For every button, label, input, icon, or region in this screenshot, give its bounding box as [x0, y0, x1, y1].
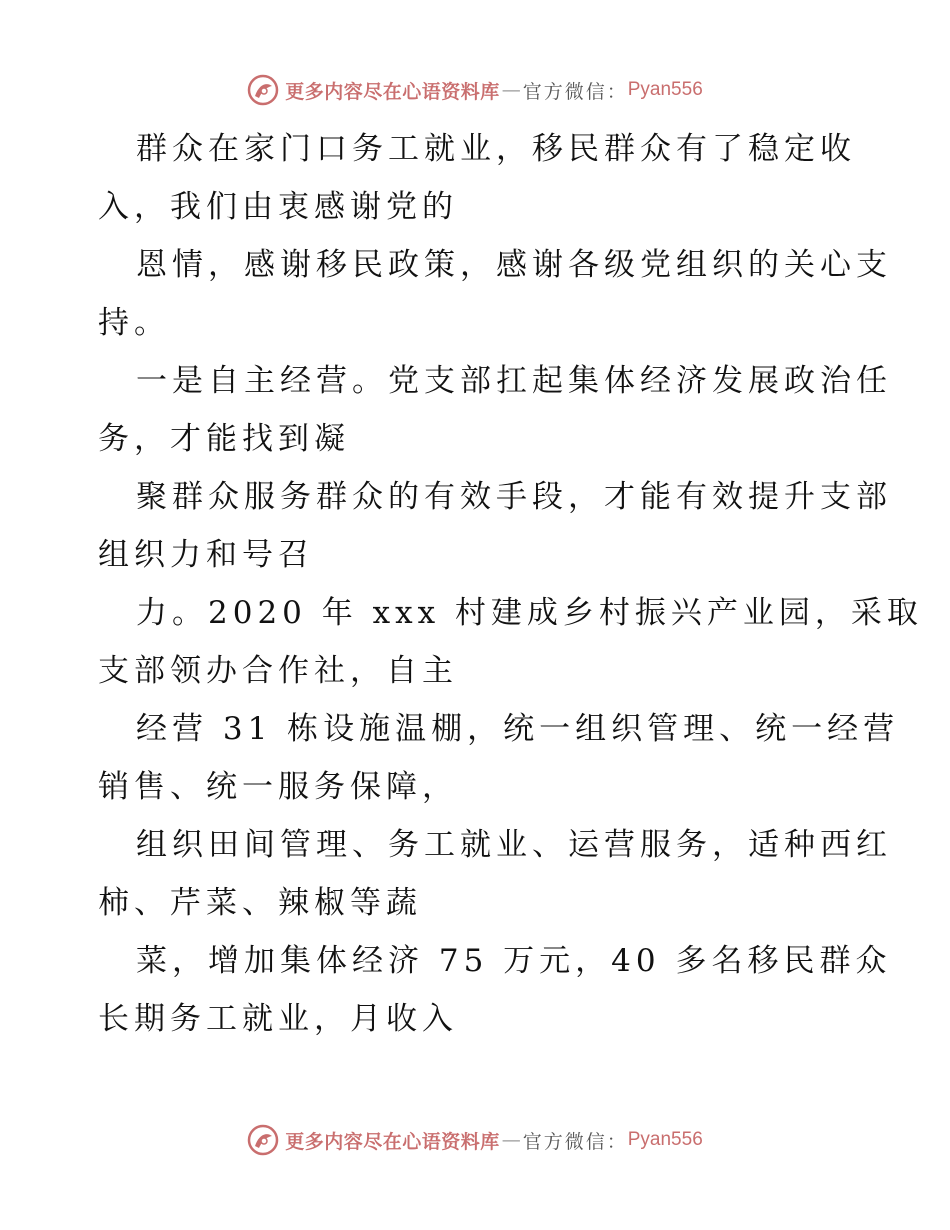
watermark-text: 更多内容尽在心语资料库	[285, 80, 500, 103]
body-line: 销售、统一服务保障，	[98, 769, 458, 805]
body-line: 持。	[98, 305, 170, 341]
body-line: 长期务工就业，月收入	[98, 1001, 458, 1037]
footer-watermark	[0, 1120, 950, 1160]
header-watermark	[0, 70, 950, 110]
body-line: 经营 31 栋设施温棚，统一组织管理、统一经营	[136, 711, 900, 747]
body-line: 一是自主经营。党支部扛起集体经济发展政治任	[136, 363, 892, 399]
watermark-wechat-id: Pyan556	[627, 1129, 703, 1150]
body-line: 菜，增加集体经济 75 万元，40 多名移民群众	[136, 943, 892, 979]
body-line: 力。2020 年 xxx 村建成乡村振兴产业园，采取	[136, 595, 923, 631]
brand-logo-icon	[247, 1124, 279, 1156]
watermark-separator: —	[501, 79, 521, 101]
body-line: 恩情，感谢移民政策，感谢各级党组织的关心支	[136, 247, 892, 283]
body-line: 群众在家门口务工就业，移民群众有了稳定收	[136, 131, 856, 167]
body-line: 组织力和号召	[98, 537, 314, 573]
body-line: 组织田间管理、务工就业、运营服务，适种西红	[136, 827, 892, 863]
body-line: 柿、芹菜、辣椒等蔬	[98, 885, 422, 921]
watermark-text: 更多内容尽在心语资料库	[285, 1130, 500, 1153]
body-line: 支部领办合作社，自主	[98, 653, 458, 689]
watermark-wechat-label: 官方微信：	[522, 1130, 628, 1153]
body-line: 入，我们由衷感谢党的	[98, 189, 458, 225]
watermark-separator: —	[501, 1129, 521, 1151]
document-body	[98, 120, 923, 1048]
body-line: 聚群众服务群众的有效手段，才能有效提升支部	[136, 479, 892, 515]
body-line: 务，才能找到凝	[98, 421, 350, 457]
brand-logo-icon	[247, 74, 279, 106]
watermark-wechat-id: Pyan556	[627, 79, 703, 100]
watermark-wechat-label: 官方微信：	[522, 80, 628, 103]
